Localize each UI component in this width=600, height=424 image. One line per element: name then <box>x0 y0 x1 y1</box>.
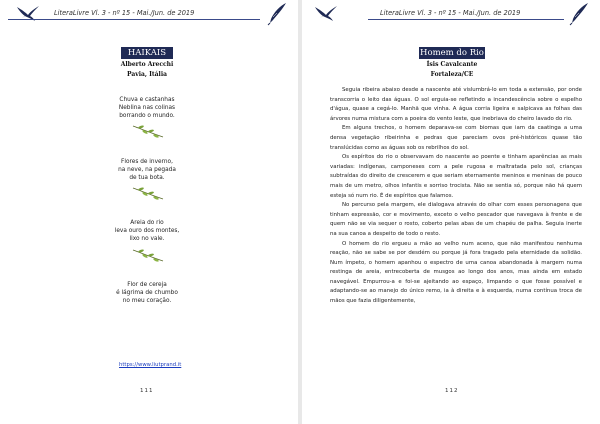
haiku-line: é lágrima de chumbo <box>116 290 178 297</box>
quill-icon <box>266 2 288 26</box>
quill-icon <box>568 2 590 26</box>
haiku-4 <box>97 281 197 306</box>
left-header-text: LiteraLivre Vl. 3 - nº 15 - Mai./Jun. de 2019 <box>54 9 195 17</box>
haiku-line: borrando o mundo. <box>119 113 175 120</box>
paragraph: Seguia ribeira abaixo desde a nascente até vislumbrá-lo em toda a extensão, por onde transcorria o leito das águas. O sol erguia-se refletindo a incandescência sobre o espelho d'água, quase a cegá-lo. Manhã que vinha. A água corria ligeira e salpicava as folhas das árvores numa mistura com a poeira do vento leste, que inebriava do cheiro lavado do rio. <box>330 87 582 122</box>
haiku-line: de tua bota. <box>129 175 165 182</box>
haiku-line: Flor de cereja <box>127 282 167 288</box>
left-header-rule <box>8 19 260 20</box>
author-location: Pavia, Itália <box>127 71 167 78</box>
haiku-line: Areia do rio <box>130 220 164 226</box>
section-title: Homem do Rio <box>420 48 484 58</box>
haiku-1 <box>97 96 197 121</box>
swallow-icon <box>314 4 338 22</box>
author-name: Alberto Arecchi <box>120 61 174 68</box>
paragraph: O homem do rio ergueu a mão ao velho num aceno, que não manifestou nenhuma reação, não se sabe se por desdém ou porque já fora tragado pela eternidade da solidão. Num ímpeto, o homem apanhou o espectro de uma canoa abandonada à margem numa restinga de areia, entrecoberta de musgos ao longo dos anos, mas ainda em estado navegável. Empurrou-a e foi-se ajeitando ao espaço, limpando o que fosse possível e adaptando-se ao manejo do único remo, ia à direita e à esquerda, numa contínua troca de mãos que fazia diligentemente, <box>330 240 582 305</box>
haiku-line: leva ouro dos montes, <box>114 228 180 235</box>
author-name: Ísis Cavalcante <box>426 61 478 68</box>
haiku-line: lixo no vale. <box>129 236 165 243</box>
branch-icon <box>131 247 165 263</box>
haiku-3 <box>97 219 197 244</box>
right-header-rule <box>368 19 564 20</box>
branch-icon <box>131 123 165 139</box>
paragraph: Em alguns trechos, o homem deparava-se com biomas que iam da caatinga a uma densa vegetação ribeirinha e pedras que pareciam ovos pré-históricos quase tão translúcidas como as águas sob os rebrilhos do sol. <box>330 125 582 151</box>
right-header <box>310 4 592 24</box>
haiku-2 <box>97 158 197 183</box>
section-title: HAIKAIS <box>121 47 173 59</box>
right-page <box>302 0 600 424</box>
left-header <box>8 4 290 24</box>
haiku-line: na neve, na pegada <box>118 167 176 174</box>
page-number: 112 <box>445 388 459 394</box>
author-website-link[interactable]: https://www.liutprand.it <box>119 362 182 368</box>
haiku-line: Chuva e castanhas <box>119 97 175 103</box>
paragraph: No percurso pela margem, ele dialogava através do olhar com esses personagens que tinham expressão, cor e movimento, exceto o velho pescador que navegava à frente e de quem não se via sequer o rosto, coberto pelas abas de um chapéu de palha. Seguia inerte na sua canoa a despeito de todo o resto. <box>330 202 582 237</box>
haiku-line: Neblina nas colinas <box>118 105 176 112</box>
haiku-line: no meu coração. <box>122 298 172 305</box>
branch-icon <box>131 185 165 201</box>
author-location: Fortaleza/CE <box>430 71 474 78</box>
paragraph: Os espíritos do rio o observavam do nascente ao poente e tinham aparências as mais variadas: indígenas, camponeses com a pele rugosa e maltratada pelo sol, crianças subtraídas do direito de crescerem e que seriam eternamente meninos e meninas de pouco mais de um metro, olhos infantis e sorriso trocista. Não se sentia só, porque não há quem esteja só num rio. É de espíritos que falamos. <box>330 154 582 199</box>
story-body <box>330 86 582 307</box>
left-page <box>0 0 298 424</box>
right-header-text: LiteraLivre Vl. 3 - nº 15 - Mai./Jun. de 2019 <box>380 9 521 17</box>
haiku-line: Flores de inverno, <box>121 159 173 165</box>
page-number: 111 <box>140 388 154 394</box>
